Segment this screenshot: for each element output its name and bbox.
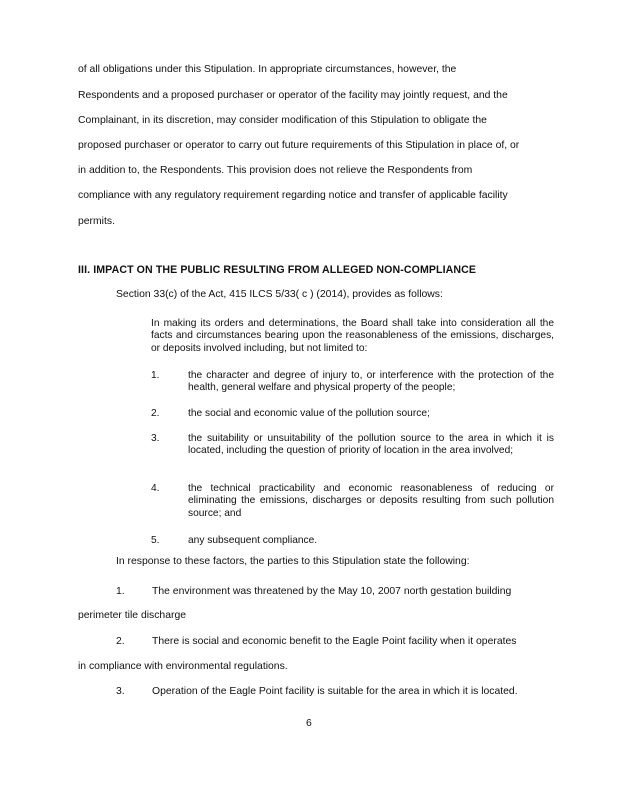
statute-quote: In making its orders and determinations, the Board shall take into consideration all the facts and circumstances bearing upon the reasonableness of the emissions, discharges, or deposits involved including, but not limited to: [151, 318, 554, 354]
factor-number: 5. [151, 535, 160, 546]
section-heading: III. IMPACT ON THE PUBLIC RESULTING FROM ALLEGED NON-COMPLIANCE [78, 264, 477, 276]
opening-line: Complainant, in its discretion, may consider modification of this Stipulation to obligate the [78, 115, 487, 126]
opening-line: in addition to, the Respondents. This provision does not relieve the Respondents from [78, 165, 473, 176]
page-number: 6 [306, 718, 312, 729]
factor-text: the suitability or unsuitability of the pollution source to the area in which it is located, including the question of priority of location in the area involved; [188, 433, 554, 457]
opening-line: compliance with any regulatory requirement regarding notice and transfer of applicable facility [78, 190, 508, 201]
opening-line: Respondents and a proposed purchaser or operator of the facility may jointly request, and the [78, 90, 508, 101]
section-intro: Section 33(c) of the Act, 415 ILCS 5/33( c ) (2014), provides as follows: [116, 289, 443, 300]
statement-text: Operation of the Eagle Point facility is suitable for the area in which it is located. [152, 686, 518, 697]
factor-number: 2. [151, 408, 160, 419]
factor-text: any subsequent compliance. [188, 535, 318, 546]
factor-text: the social and economic value of the pollution source; [188, 408, 430, 419]
opening-line: proposed purchaser or operator to carry out future requirements of this Stipulation in place of, or [78, 140, 520, 151]
opening-line: permits. [78, 216, 115, 227]
statement-continuation: in compliance with environmental regulations. [78, 661, 288, 672]
factor-number: 3. [151, 433, 160, 444]
statement-text: The environment was threatened by the May 10, 2007 north gestation building [152, 586, 512, 597]
factor-number: 4. [151, 483, 160, 494]
factor-text: the character and degree of injury to, or interference with the protection of the health, general welfare and physical property of the people; [188, 370, 554, 394]
statement-text: There is social and economic benefit to the Eagle Point facility when it operates [152, 636, 517, 647]
statement-continuation: perimeter tile discharge [78, 610, 186, 621]
factor-text: the technical practicability and economic reasonableness of reducing or eliminating the emissions, discharges or deposits resulting from such pollution source; and [188, 483, 554, 519]
statement-number: 2. [116, 636, 125, 647]
response-intro: In response to these factors, the parties to this Stipulation state the following: [116, 556, 470, 567]
opening-line: of all obligations under this Stipulation. In appropriate circumstances, however, the [78, 64, 457, 75]
statement-number: 3. [116, 686, 125, 697]
statement-number: 1. [116, 586, 125, 597]
factor-number: 1. [151, 370, 160, 381]
